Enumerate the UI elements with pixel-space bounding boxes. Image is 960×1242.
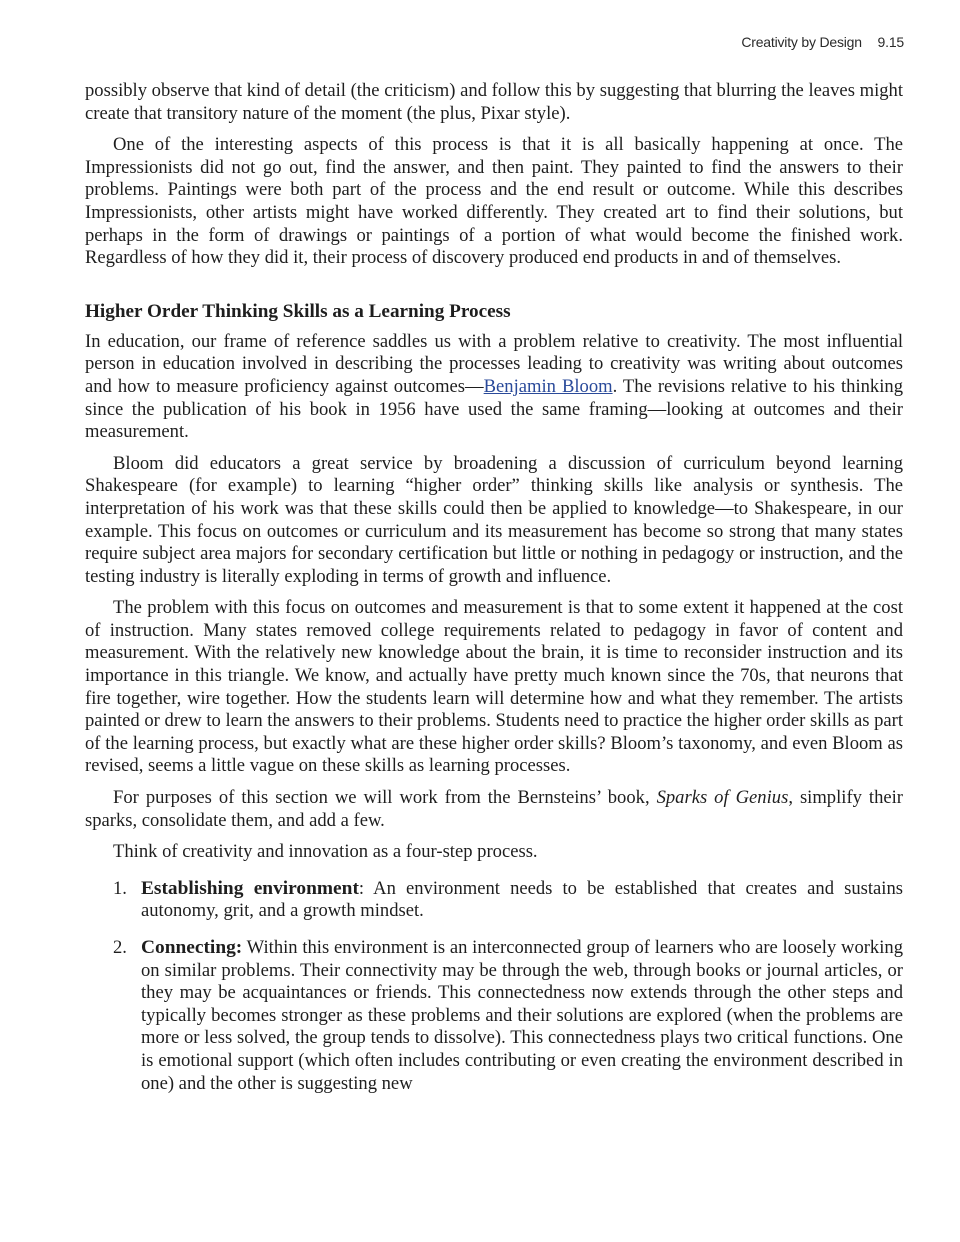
list-text: : An environment needs to be established that creates and sustains autonomy, grit, and a growth mindset. [141, 877, 903, 922]
paragraph-text: For purposes of this section we will work from the Bernsteins’ book, [113, 787, 657, 809]
paragraph-text: In education, our frame of reference saddles us with a problem relative to creativity. The most influential person in education involved in describing the processes leading to creativity was writing about outcomes and how to measure proficiency against outcomes— [85, 330, 903, 397]
paragraph-text: . The revisions relative to his thinking since the publication of his book in 1956 have used the same framing—looking at outcomes and their measurement. [85, 375, 903, 443]
paragraph-bloom: Bloom did educators a great service by broadening a discussion of curriculum beyond learning Shakespeare (for example) to learning “higher order” thinking skills like analysis or synthesis. The interpretation of his work was that these skills could then be applied to knowledge—to Shakespeare, in our example. This focus on outcomes or curriculum and its measurement has become so strong that many states require subject area majors for secondary certification but little or nothing in pedagogy or instruction, and the testing industry is literally exploding in terms of growth and influence. [85, 452, 903, 587]
list-term: Connecting: [141, 937, 243, 958]
steps-list [85, 878, 903, 1095]
paragraph-problem: The problem with this focus on outcomes and measurement is that to some extent it happened at the cost of instruction. Many states removed college requirements related to pedagogy in favor of content and measurement. With the relatively new knowledge about the brain, it is time to reconsider instruction and its importance in this triangle. We know, and actually have pretty much known since the 70s, that neurons that fire together, wire together. How the students learn will determine how and what they remember. The artists painted or drew to learn the answers to their problems. Students need to practice the higher order skills as part of the learning process, but exactly what are these higher order skills? Bloom’s taxonomy, and even Bloom as revised, seems a little vague on these skills as learning processes. [85, 597, 903, 777]
list-item [85, 878, 903, 923]
book-title-italic: Sparks of Genius [656, 787, 789, 809]
list-term: Establishing environment [141, 877, 359, 899]
benjamin-bloom-link[interactable]: Benjamin Bloom [483, 375, 613, 397]
book-title: Creativity by Design [741, 34, 862, 50]
paragraph-impressionists: One of the interesting aspects of this process is that it is all basically happening at once. The Impressionists did not go out, find the answer, and then paint. They painted to find the answers to their problems. Paintings were both part of the process and the end result or outcome. While this describes Impressionists, other artists might have worked differently. They created art to find their solutions, but perhaps in the form of drawings or paintings of a portion of what would become the finished work. Regardless of how they did it, their process of discovery produced end products in and of themselves. [85, 134, 903, 269]
page-body [85, 80, 903, 1109]
list-number: 1. [113, 877, 127, 899]
list-text: Within this environment is an interconnected group of learners who are loosely working on similar problems. Their connectivity may be through the web, through books or journal articles, or they may be acquaintances or friends. This connectedness now extends through the other steps and typically becomes stronger as these problems and their solutions are explored (when the problems are more or less solved, the group tends to dissolve). This connectedness plays two critical functions. One is emotional support (which often includes contributing or even creating the environment described in one) and the other is suggesting new [141, 937, 903, 1094]
paragraph-purposes [85, 787, 903, 832]
list-item [85, 937, 903, 1095]
paragraph-continued: possibly observe that kind of detail (the criticism) and follow this by suggesting that blurring the leaves might create that transitory nature of the moment (the plus, Pixar style). [85, 80, 903, 124]
list-number: 2. [113, 937, 127, 958]
paragraph-text: , simplify their sparks, consolidate them, and add a few. [85, 787, 903, 831]
paragraph-four-step: Think of creativity and innovation as a four-step process. [113, 841, 538, 863]
paragraph-education [85, 331, 903, 444]
running-header [741, 34, 904, 50]
page-number: 9.15 [877, 34, 904, 50]
section-heading: Higher Order Thinking Skills as a Learning Process [85, 300, 511, 322]
